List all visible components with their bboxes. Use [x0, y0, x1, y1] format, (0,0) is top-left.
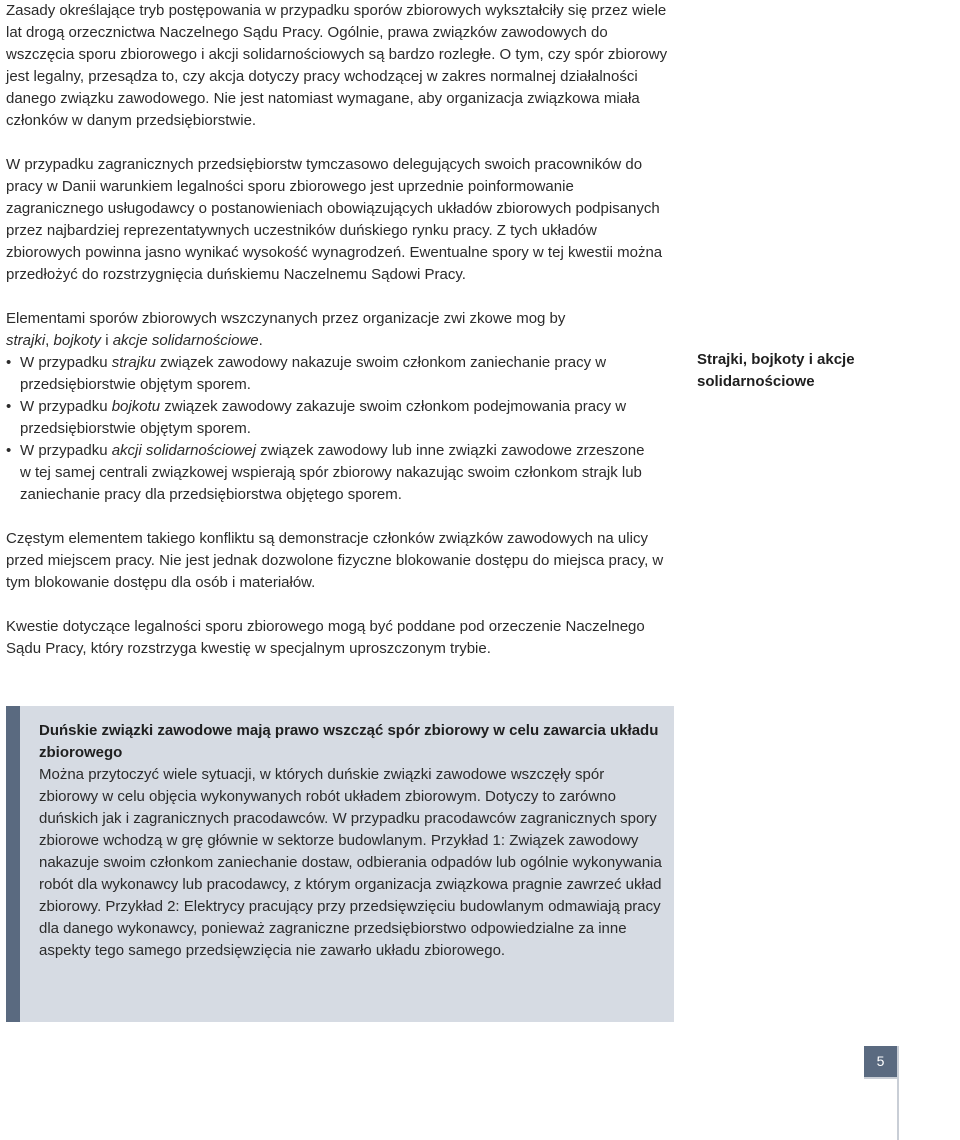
paragraph-labour-court: Kwestie dotyczące legalności sporu zbiorowego mogą być poddane pod orzeczenie Naczelnego Sądu Pracy, który rozstrzyga kwestię w specjalnym uproszczonym trybie.	[6, 618, 645, 657]
list-item-text: związek zawodowy lub inne związki zawodowe zrzeszone w tej samej centrali związkowej wspierają spór zbiorowy nakazując swoim członkom strajk lub zaniechanie pracy dla przedsiębiorstwa objętego sporem.	[20, 442, 645, 503]
list-item-text: W przypadku	[20, 354, 112, 371]
period: .	[258, 332, 263, 349]
term-akcje-solidarnosciowe: akcje solidarnościowe	[112, 332, 259, 349]
paragraph-legal-principles: Zasady określające tryb postępowania w przypadku sporów zbiorowych wykształciły się przez wiele lat drogą orzecznictwa Naczelnego Sądu Pracy. Ogólnie, prawa związków zawodowych do wszczęcia sporu zbiorowego i akcji solidarnościowych są bardzo rozległe. O tym, czy spór zbiorowy jest legalny, przesądza to, czy akcja dotyczy pracy wchodzącej w zakres normalnej działalności danego związku zawodowego. Nie jest natomiast wymagane, aby organizacja związkowa miała członków w danym przedsiębiorstwie.	[6, 2, 668, 129]
list-item-boycott	[6, 396, 640, 440]
page-number-divider	[897, 1046, 899, 1140]
list-item-text: W przypadku	[20, 398, 112, 415]
separator: ,	[45, 332, 54, 349]
paragraph-dispute-elements	[6, 308, 674, 352]
term-bojkoty: bojkoty	[53, 332, 102, 349]
bullet-icon: •	[6, 398, 12, 415]
list-item-term: strajku	[111, 354, 156, 371]
margin-note: Strajki, bojkoty i akcje solidarnościowe	[697, 351, 855, 390]
list-item-term: akcji solidarnościowej	[111, 442, 256, 459]
info-box-title: Duńskie związki zawodowe mają prawo wszcząć spór zbiorowy w celu zawarcia układu zbiorowego	[39, 722, 659, 761]
bullet-icon: •	[6, 354, 12, 371]
list-item-text: związek zawodowy nakazuje swoim członkom zaniechanie pracy w przedsiębiorstwie objętym sporem.	[20, 354, 607, 393]
dispute-elements-intro: Elementami sporów zbiorowych wszczynanych przez organizacje zwi zkowe mog by	[6, 310, 566, 327]
bullet-icon: •	[6, 442, 12, 459]
list-item-term: bojkotu	[111, 398, 161, 415]
page-number: 5	[864, 1046, 897, 1077]
main-content	[6, 0, 674, 682]
info-box	[6, 706, 674, 1022]
term-strajki: strajki	[6, 332, 46, 349]
info-box-content	[39, 720, 664, 962]
dispute-types-list	[6, 352, 674, 506]
info-box-text: Można przytoczyć wiele sytuacji, w których duńskie związki zawodowe wszczęły spór zbiorowy w celu objęcia wykonywanych robót układem zbiorowym. Dotyczy to zarówno duńskich jak i zagranicznych pracodawców. W przypadku pracodawców zagranicznych spory zbiorowe wchodzą w grę głównie w sektorze budowlanym. Przykład 1: Związek zawodowy nakazuje swoim członkom zaniechanie dostaw, odbierania odpadów lub ogólnie wykonywania robót dla wykonawcy lub pracodawcy, z którym organizacja związkowa pragnie zawrzeć układ zbiorowy. Przykład 2: Elektrycy pracujący przy przedsięwzięciu budowlanym odmawiają pracy dla danego wykonawcy, ponieważ zagraniczne przedsiębiorstwo odpowiedzialne za inne aspekty tego samego przedsięwzięcia nie zawarło układu zbiorowego.	[39, 766, 662, 959]
separator: i	[101, 332, 113, 349]
list-item-strike	[6, 352, 618, 396]
list-item-text: związek zawodowy zakazuje swoim członkom podejmowania pracy w przedsiębiorstwie objętym sporem.	[20, 398, 627, 437]
list-item-text: W przypadku	[20, 442, 112, 459]
page-number-underline	[864, 1077, 897, 1079]
paragraph-foreign-companies: W przypadku zagranicznych przedsiębiorstw tymczasowo delegujących swoich pracowników do pracy w Danii warunkiem legalności sporu zbiorowego jest uprzednie poinformowanie zagranicznego usługodawcy o postanowieniach obowiązujących układów zbiorowych podpisanych przez najbardziej reprezentatywnych uczestników duńskiego rynku pracy. Z tych układów zbiorowych powinna jasno wynikać wysokość wynagrodzeń. Ewentualne spory w tej kwestii można przedłożyć do rozstrzygnięcia duńskiemu Naczelnemu Sądowi Pracy.	[6, 156, 663, 283]
info-box-accent-bar	[6, 706, 20, 1022]
paragraph-demonstrations: Częstym elementem takiego konfliktu są demonstracje członków związków zawodowych na ulicy przed miejscem pracy. Nie jest jednak dozwolone fizyczne blokowanie dostępu do miejsca pracy, w tym blokowanie dostępu dla osób i materiałów.	[6, 530, 664, 591]
list-item-solidarity	[6, 440, 656, 506]
